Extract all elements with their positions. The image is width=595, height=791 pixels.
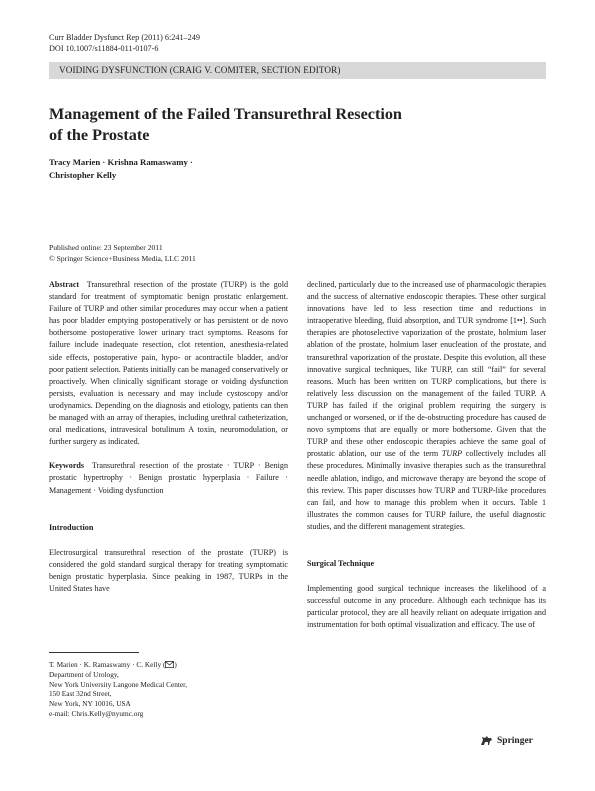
publication-info [49,243,196,264]
publisher-name: Springer [497,735,533,746]
author-abbreviations: T. Marien · K. Ramaswamy · C. Kelly ( [49,660,166,669]
left-column [49,279,288,595]
article-title [49,104,519,146]
right-column [307,279,546,631]
publisher-logo [480,735,533,746]
springer-horse-icon [480,735,493,746]
surgical-technique-heading: Surgical Technique [307,558,375,568]
title-line-2: of the Prostate [49,126,150,144]
medical-center: New York University Langone Medical Center, [49,679,188,689]
surgical-technique-text: Implementing good surgical technique increases the likelihood of a successful outcome in any procedure. Although each technique has its particular protocol, they are all heavily reliant on adequate irrigation and instrumentation for both optimal visualization and efficacy. The use of [307,584,546,630]
names-close: ) [174,660,177,669]
authors-line-1: Tracy Marien · Krishna Ramaswamy · [49,157,193,167]
keywords-label: Keywords [49,461,85,471]
authors-line-2: Christopher Kelly [49,169,117,180]
affiliation [49,660,187,719]
right-text-part-2: ]. Such therapies are photoselective vaporization of the prostate, holmium laser ablation of the prostate, holmium laser enucleation of the prostate, and transurethral vaporization of the prostate. Despite this evolution, all these innovative surgical techniques, like TURP, can still “fail” for several reasons. Much has been written on TURP complications, but there is relatively less discussion on the management of the failed TURP. A TURP has failed if the original problem requiring the surgery is unchanged or worsened, or if the de-obstructing procedure has caused de novo symptoms that are equally or more bothersome. Given that the TURP and these other endoscopic therapies achieve the same goal of prostatic ablation, our use of the term [307,316,546,459]
right-column-text [307,279,546,533]
copyright: © Springer Science+Business Media, LLC 2011 [49,253,196,263]
city-address: New York, NY 10016, USA [49,699,131,709]
section-label: VOIDING DYSFUNCTION (CRAIG V. COMITER, SECTION EDITOR) [59,65,341,75]
section-bar [49,62,546,79]
author-list [49,156,309,181]
reference-link[interactable]: 1•• [512,316,523,326]
right-text-part-1: declined, particularly due to the increased use of pharmacologic therapies and the success of alternative endoscopic therapies. These other surgical innovations have led to less resection time and reductions in intraoperative bleeding, fluid absorption, and TUR syndrome [ [307,280,546,326]
email-link[interactable]: e-mail: Chris.Kelly@nyumc.org [49,708,144,718]
keywords-text: Transurethral resection of the prostate · TURP · Benign prostatic hypertrophy · Benign prostatic hyperplasia · Failure · Management · Voiding dysfunction [49,461,288,495]
right-text-part-3: collectively includes all these procedures. Minimally invasive therapies such as the transurethral needle ablation, indigo, and microwave therapy are beyond the scope of this review. This paper discusses how TURP and TURP-like procedures can fail, and how to manage this problem when it occurs. Table 1 illustrates the common causes for TURP failure, the useful diagnostic studies, and the different management strategies. [307,449,547,531]
introduction-heading: Introduction [49,522,94,532]
department: Department of Urology, [49,669,119,679]
doi: DOI 10.1007/s11884-011-0107-6 [49,44,159,53]
journal-citation [49,32,200,54]
italic-term: TURP [441,449,463,459]
published-date: Published online: 23 September 2011 [49,243,163,252]
abstract-label: Abstract [49,280,80,289]
journal-reference: Curr Bladder Dysfunct Rep (2011) 6:241–249 [49,33,200,42]
introduction-text: Electrosurgical transurethral resection of the prostate (TURP) is considered the gold standard surgical therapy for treating symptomatic benign prostatic hyperplasia. Since peaking in 1987, TURPs in the United States have [49,547,288,593]
keywords [49,460,288,496]
affiliation-names [49,660,187,670]
title-line-1: Management of the Failed Transurethral Resection [49,105,402,123]
footnote-rule [49,652,139,653]
abstract [49,279,288,448]
abstract-text: Transurethral resection of the prostate (TURP) is the gold standard for treatment of symptomatic benign prostatic enlargement. Failure of TURP and other similar procedures may occur when a patient has poor bladder emptying postoperatively or has persistent or de novo bothersome postoperative lower urinary tract symptoms. Reasons for failure include inadequate resection, clot retention, anesthesia-related side effects, postoperative pain, hypo- or acontractile bladder, and/or poor patient selection. Patients initially can be managed conservatively or proactively. When clinically significant storage or voiding dysfunction persists, evaluation is necessary and may include cystoscopy and/or urodynamics. Depending on the diagnosis and etiology, patients can then be managed with an array of therapies, including urethral catheterization, oral medications, intravesical botulinum A toxin, neuromodulation, or further surgery as indicated. [49,280,289,447]
street-address: 150 East 32nd Street, [49,689,112,699]
